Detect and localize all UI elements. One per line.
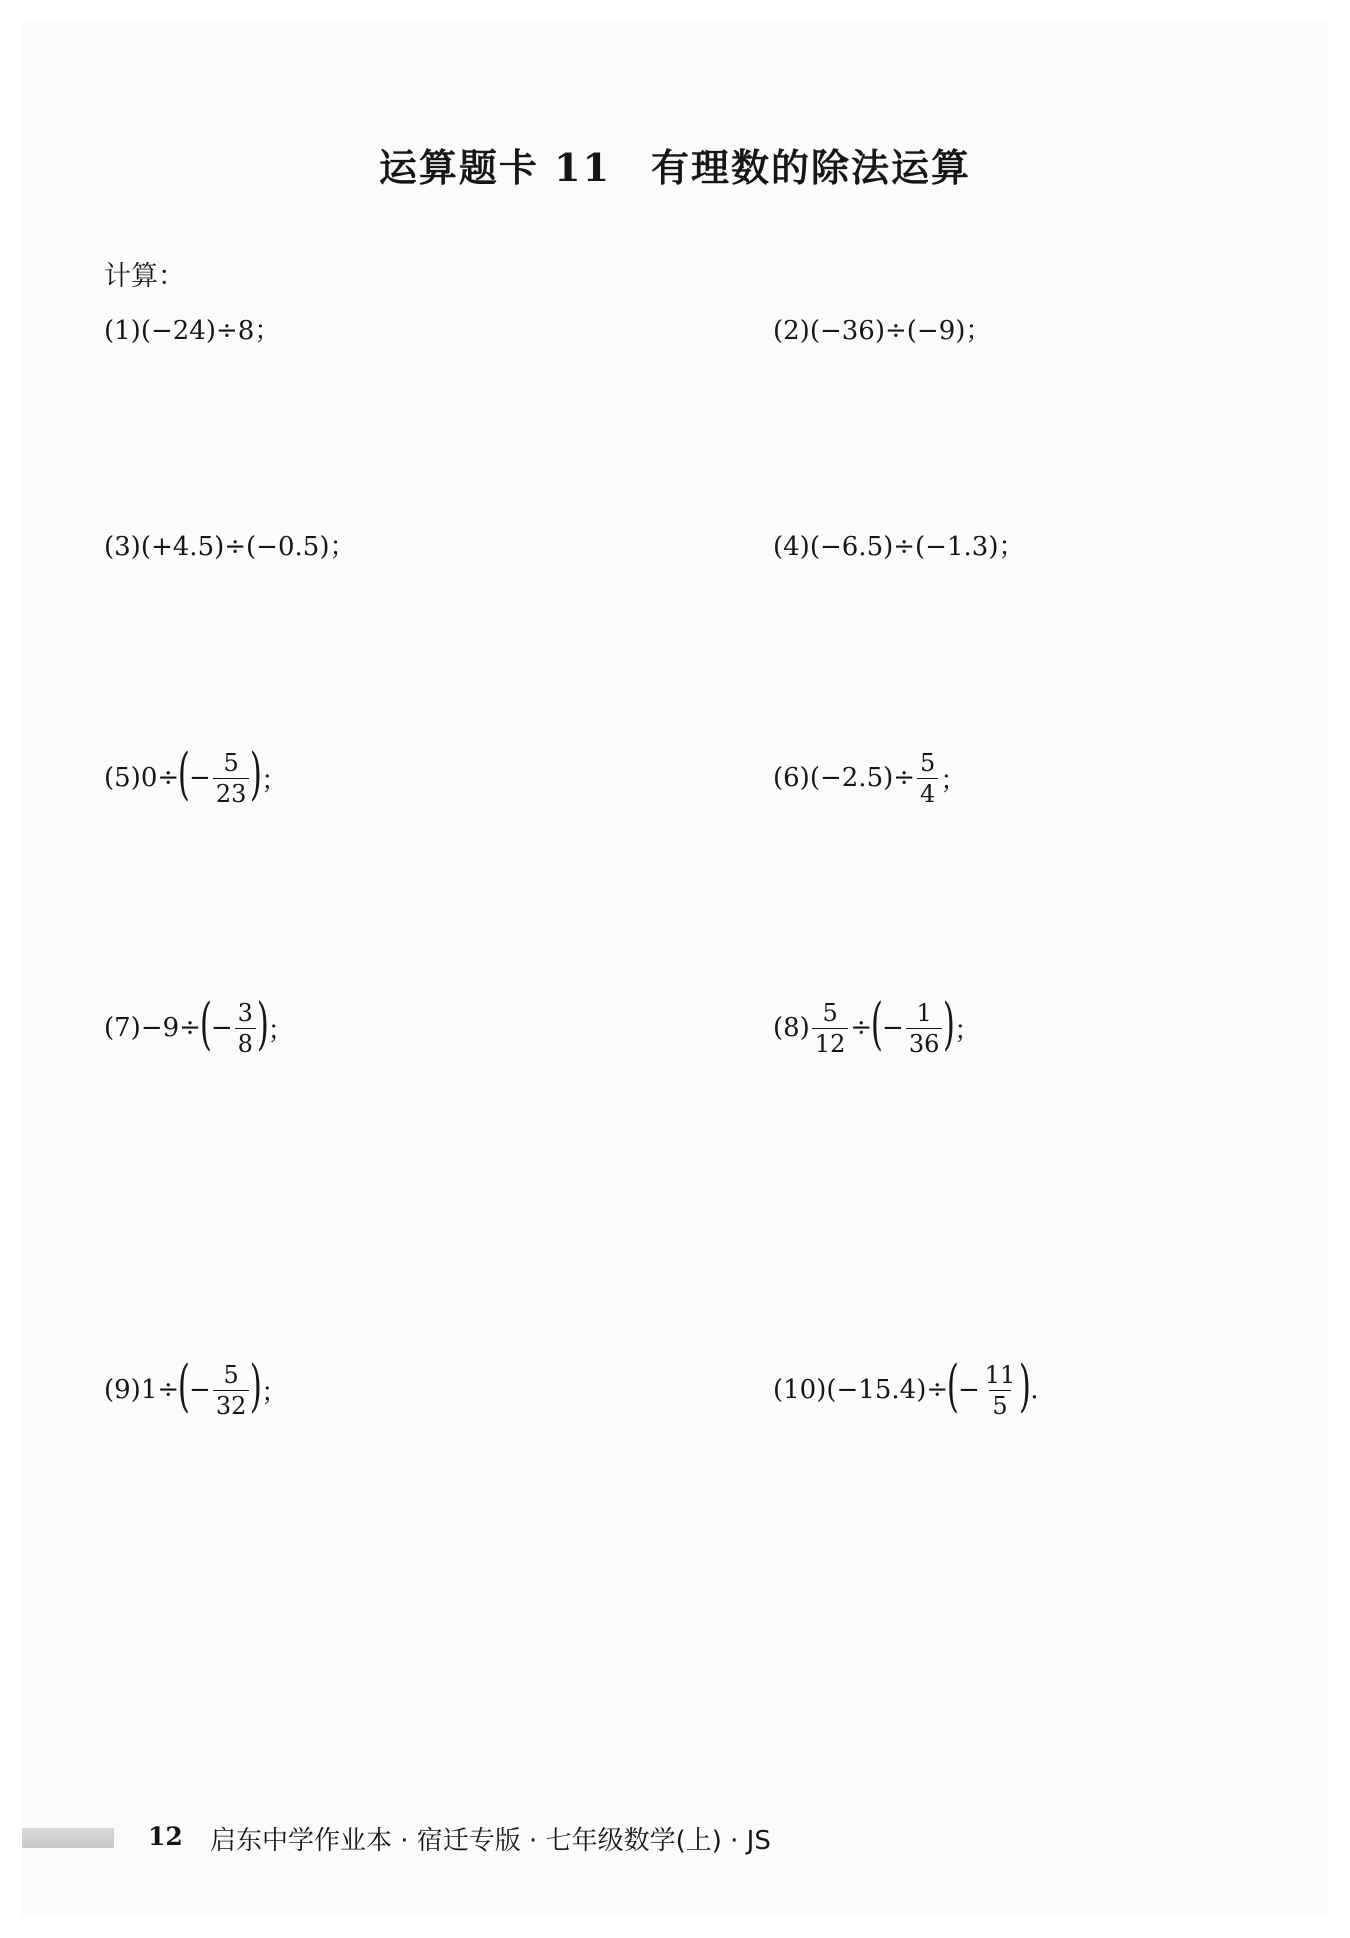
problem-4: (4)(−6.5)÷(−1.3)； bbox=[773, 531, 1025, 562]
problem-5-suffix: ； bbox=[261, 765, 288, 796]
fraction bbox=[213, 748, 250, 808]
problem-6-prefix: (6)(−2.5)÷ bbox=[773, 763, 916, 793]
instruction-label: 计算： bbox=[104, 261, 185, 292]
problem-9-prefix: (9)1÷ bbox=[104, 1375, 180, 1405]
problem-9-sign: − bbox=[189, 1375, 211, 1405]
paren-close: ) bbox=[250, 742, 263, 807]
problem-10-suffix: . bbox=[1030, 1375, 1039, 1405]
numerator: 3 bbox=[237, 998, 253, 1027]
fraction bbox=[812, 998, 849, 1058]
paren-open: ( bbox=[178, 1354, 191, 1419]
problem-3: (3)(+4.5)÷(−0.5)； bbox=[104, 531, 356, 562]
denominator: 12 bbox=[812, 1028, 849, 1056]
problem-10-sign: − bbox=[957, 1375, 980, 1405]
problem-8-suffix: ； bbox=[954, 1015, 981, 1046]
fraction bbox=[235, 998, 256, 1058]
fraction bbox=[982, 1360, 1019, 1420]
numerator: 5 bbox=[223, 748, 239, 777]
division-sign: ÷ bbox=[850, 1013, 873, 1043]
numerator: 5 bbox=[223, 1360, 239, 1389]
paren-close: ) bbox=[1019, 1354, 1032, 1419]
fraction bbox=[213, 1360, 250, 1420]
footer-decor-bar bbox=[22, 1828, 114, 1848]
problem-8-prefix: (8) bbox=[773, 1013, 810, 1043]
page-number: 12 bbox=[148, 1822, 183, 1851]
problem-6 bbox=[773, 746, 966, 810]
numerator: 5 bbox=[822, 998, 838, 1027]
fraction bbox=[906, 998, 943, 1058]
footer-book-title: 启东中学作业本 · 宿迁专版 · 七年级数学(上) · JS bbox=[210, 1826, 771, 1856]
denominator: 5 bbox=[989, 1390, 1010, 1418]
problem-7-prefix: (7)−9÷ bbox=[104, 1013, 201, 1043]
problem-5-sign: − bbox=[189, 763, 211, 793]
paren-open: ( bbox=[178, 742, 191, 807]
problem-9-suffix: ； bbox=[261, 1377, 288, 1408]
paren-open: ( bbox=[947, 1354, 960, 1419]
problem-2: (2)(−36)÷(−9)； bbox=[773, 315, 992, 346]
problem-7-sign: − bbox=[210, 1013, 233, 1043]
title-topic: 有理数的除法运算 bbox=[651, 145, 972, 190]
fraction bbox=[917, 748, 938, 808]
paren-close: ) bbox=[256, 992, 269, 1057]
denominator: 8 bbox=[235, 1028, 256, 1056]
numerator: 5 bbox=[920, 748, 936, 777]
paren-open: ( bbox=[871, 992, 884, 1057]
paren-open: ( bbox=[199, 992, 212, 1057]
problem-10-prefix: (10)(−15.4)÷ bbox=[773, 1375, 949, 1405]
denominator: 23 bbox=[213, 778, 250, 806]
problem-5 bbox=[104, 742, 288, 810]
paren-close: ) bbox=[250, 1354, 263, 1419]
problem-9 bbox=[104, 1354, 288, 1422]
title-card-number: 运算题卡 11 bbox=[378, 145, 612, 190]
paren-close: ) bbox=[943, 992, 956, 1057]
denominator: 4 bbox=[917, 778, 938, 806]
page-title bbox=[0, 137, 1350, 192]
problem-10 bbox=[773, 1354, 1039, 1422]
problem-1: (1)(−24)÷8； bbox=[104, 315, 281, 346]
problem-5-prefix: (5)0÷ bbox=[104, 763, 180, 793]
problem-8 bbox=[773, 992, 981, 1060]
problem-7-suffix: ； bbox=[267, 1015, 294, 1046]
denominator: 32 bbox=[213, 1390, 250, 1418]
problem-6-suffix: ； bbox=[940, 765, 967, 796]
numerator: 1 bbox=[916, 998, 932, 1027]
numerator: 11 bbox=[984, 1360, 1016, 1389]
problem-8-sign: − bbox=[882, 1013, 904, 1043]
problem-7 bbox=[104, 992, 294, 1060]
denominator: 36 bbox=[906, 1028, 943, 1056]
